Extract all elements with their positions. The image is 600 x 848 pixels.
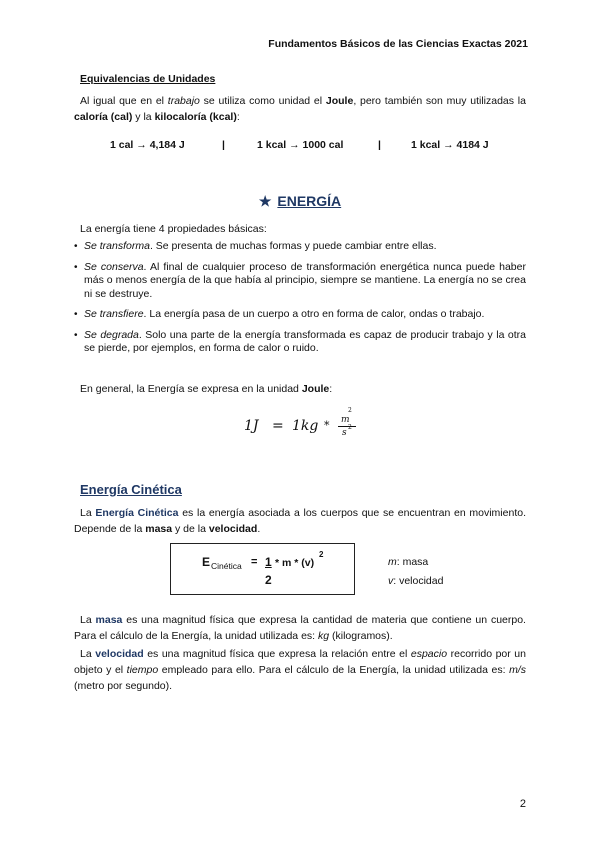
list-item: • Se transforma. Se presenta de muchas formas y puede cambiar entre ellas.	[74, 240, 526, 254]
fraction-bar	[338, 426, 356, 427]
separator: |	[222, 139, 225, 151]
page-header: Fundamentos Básicos de las Ciencias Exactas 2021	[268, 38, 528, 50]
page-number: 2	[519, 798, 526, 810]
legend-masa: m: masa	[388, 556, 429, 568]
section-title-cinetica: Energía Cinética	[80, 482, 182, 497]
section-title-equivalencias: Equivalencias de Unidades	[80, 73, 216, 85]
paragraph-velocidad: La velocidad es una magnitud física que expresa la relación entre el espacio recorrido por un objeto y el tiempo empleado para ello. Para el cálculo de la Energía, la unidad utilizada es: m/s (metro por segundo).	[74, 648, 526, 692]
paragraph-masa: La masa es una magnitud física que expresa la cantidad de materia que contiene un cuerpo. Para el cálculo de la Energía, la unidad utilizada es: kg (kilogramos).	[74, 614, 526, 642]
paragraph-equivalencias: Al igual que en el trabajo se utiliza como unidad el Joule, pero también son muy utilizadas la caloría (cal) y la kilocaloría (kcal):	[74, 95, 526, 123]
conversion-row	[74, 139, 526, 153]
list-item: • Se conserva. Al final de cualquier proceso de transformación energética nunca puede haber más o menos energía de la que había al principio, siempre se mantiene. La energía no se crea ni se destruye.	[74, 261, 526, 302]
energia-general-text: En general, la Energía se expresa en la unidad Joule:	[80, 383, 333, 395]
legend-velocidad: v: velocidad	[388, 575, 444, 587]
energia-intro: La energía tiene 4 propiedades básicas:	[80, 223, 267, 235]
separator: |	[378, 139, 381, 151]
joule-formula: 1J = 1kg * m 2 s 2	[244, 410, 384, 446]
paragraph-cinetica: La Energía Cinética es la energía asociada a los cuerpos que se encuentran en movimiento. Depende de la masa y de la velocidad.	[74, 507, 526, 535]
kinetic-energy-formula-box: E Cinética = 1 2 * m * (v) 2	[170, 543, 355, 595]
section-title-energia: ★ ENERGÍA	[258, 193, 342, 209]
conversion-kcal-cal: 1 kcal → 1000 cal	[257, 139, 344, 151]
star-icon: ★	[258, 193, 272, 209]
energy-properties-list	[74, 240, 526, 363]
list-item: • Se degrada. Solo una parte de la energía transformada es capaz de producir trabajo y la otra se pierde, por ejemplos, en forma de calor o ruido.	[74, 329, 526, 356]
list-item: • Se transfiere. La energía pasa de un cuerpo a otro en forma de calor, ondas o trabajo.	[74, 308, 526, 322]
conversion-kcal-joule: 1 kcal → 4184 J	[411, 139, 489, 151]
conversion-cal-joule: 1 cal → 4,184 J	[110, 139, 185, 151]
